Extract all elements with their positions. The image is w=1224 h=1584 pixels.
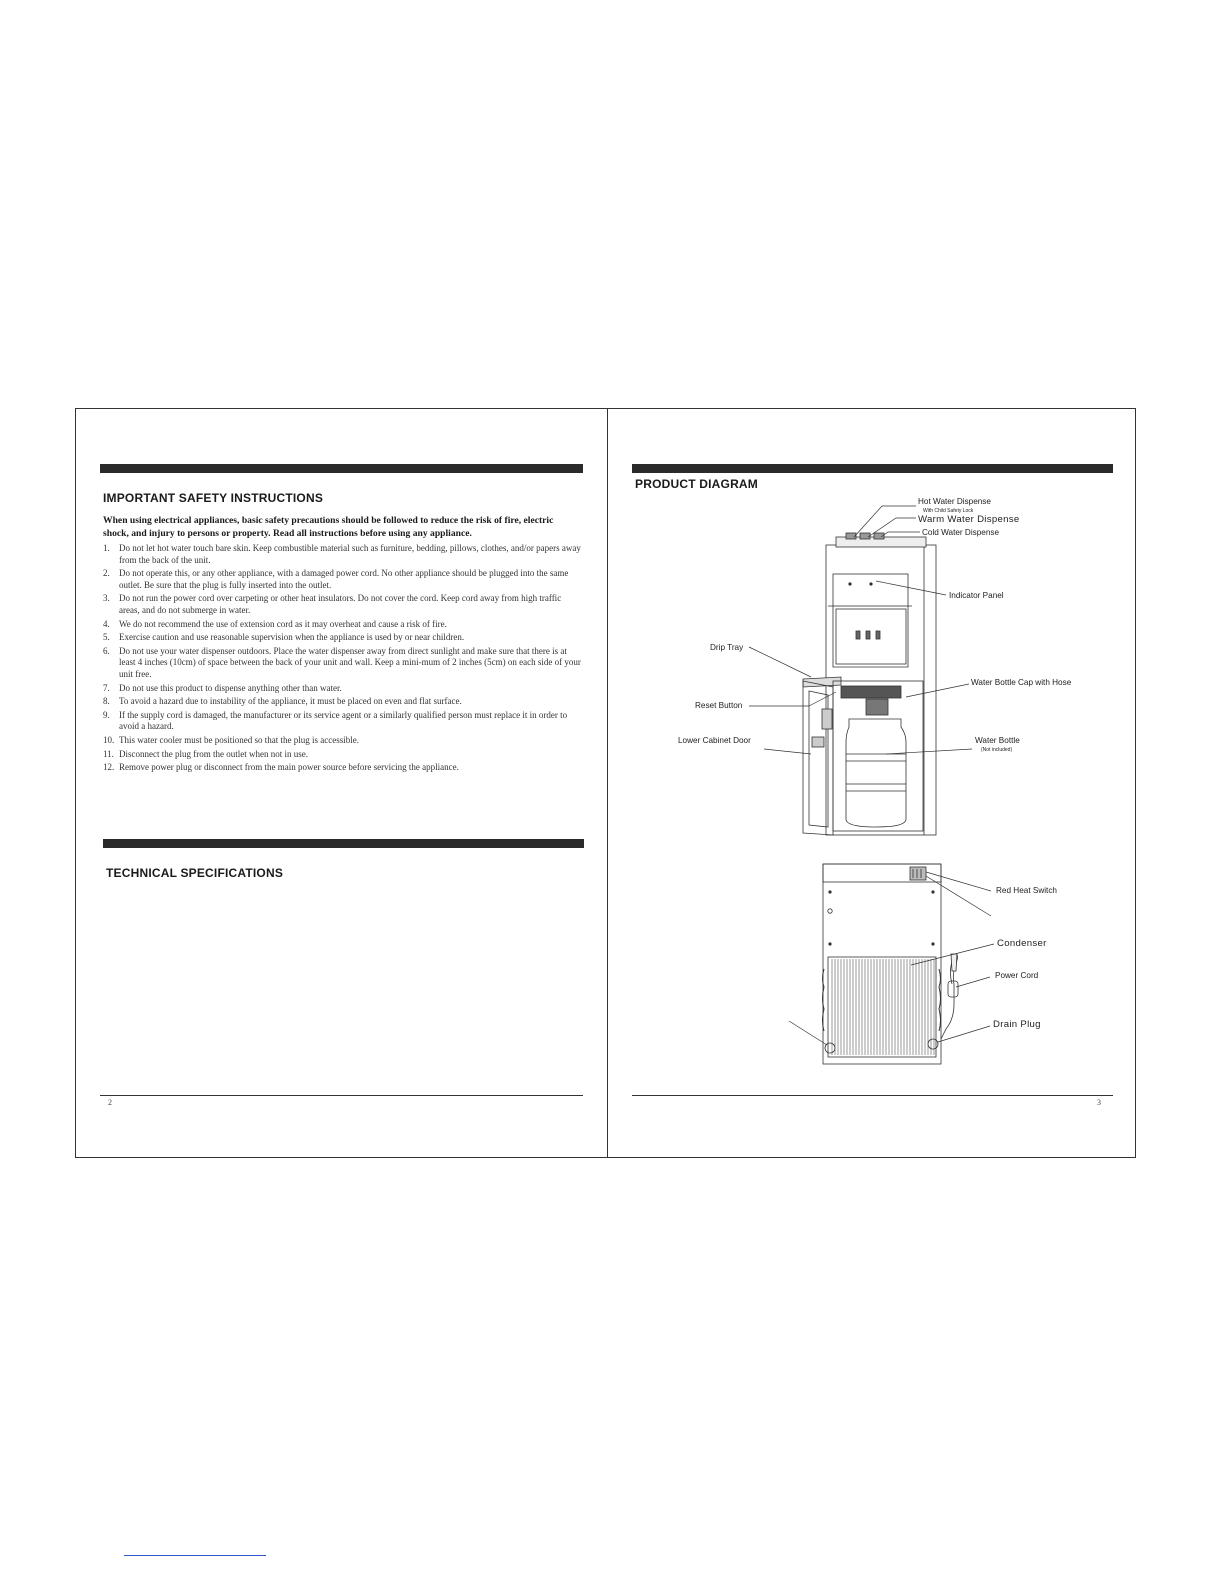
tech-specs-title: TECHNICAL SPECIFICATIONS bbox=[106, 866, 284, 880]
label-water-bottle: Water Bottle bbox=[975, 736, 1020, 745]
safety-title: IMPORTANT SAFETY INSTRUCTIONS bbox=[103, 491, 324, 505]
safety-item-text: Exercise caution and use reasonable supervision when the appliance is used by or near children. bbox=[119, 632, 465, 643]
label-warm-water-dispense: Warm Water Dispense bbox=[918, 514, 1020, 525]
label-lower-cabinet-door: Lower Cabinet Door bbox=[678, 736, 751, 745]
safety-item-text: Disconnect the plug from the outlet when not in use. bbox=[119, 748, 308, 759]
label-drip-tray: Drip Tray bbox=[710, 643, 744, 652]
left-page-number: 2 bbox=[108, 1098, 112, 1107]
safety-item-text: Do not operate this, or any other appliance, with a damaged power cord. No other appliance should be plugged into the same outlet. Be sure that the plug is fully inserted into the outlet. bbox=[119, 568, 569, 590]
safety-intro: When using electrical appliances, basic safety precautions should be followed to reduce the risk of fire, electric shock, and injury to persons or property. Read all instructions before using any appliance. bbox=[103, 515, 554, 539]
right-page-number: 3 bbox=[1097, 1098, 1101, 1107]
safety-item-number: 1. bbox=[103, 543, 110, 553]
diagram-title: PRODUCT DIAGRAM bbox=[635, 477, 758, 491]
safety-item-text: Do not use your water dispenser outdoors. Place the water dispenser away from direct sunlight and make sure that there is at least 4 inches (10cm) of space between the back of your unit and wall. Keep a mini-mum of 2 inches (5cm) on each side of your unit free. bbox=[119, 645, 581, 679]
safety-item-number: 12. bbox=[103, 762, 115, 773]
safety-item-text: This water cooler must be positioned so that the plug is accessible. bbox=[119, 734, 359, 745]
hyperlink-underline[interactable] bbox=[124, 1555, 266, 1556]
safety-item-number: 6. bbox=[103, 645, 110, 656]
label-red-heat-switch: Red Heat Switch bbox=[996, 886, 1057, 895]
safety-item-text: Do not run the power cord over carpeting or other heat insulators. Do not cover the cord. Keep cord away from high traffic areas, and do not submerge in water. bbox=[119, 593, 562, 615]
label-child-safety-lock: With Child Safety Lock bbox=[923, 508, 974, 514]
safety-item-number: 10. bbox=[103, 734, 115, 745]
safety-item-number: 4. bbox=[103, 618, 110, 629]
label-drain-plug: Drain Plug bbox=[993, 1019, 1041, 1030]
label-water-bottle-cap: Water Bottle Cap with Hose bbox=[971, 678, 1072, 687]
label-cold-water-dispense: Cold Water Dispense bbox=[922, 528, 1000, 537]
safety-item-number: 2. bbox=[103, 568, 110, 579]
label-indicator-panel: Indicator Panel bbox=[949, 591, 1004, 600]
safety-item-number: 11. bbox=[103, 748, 114, 759]
safety-item-text: Do not let hot water touch bare skin. Keep combustible material such as furniture, bedding, pillows, clothes, and/or papers away from the back of the unit. bbox=[119, 543, 581, 565]
label-condenser: Condenser bbox=[997, 938, 1047, 949]
safety-item-number: 5. bbox=[103, 632, 110, 643]
right-footer-rule bbox=[632, 1095, 1113, 1096]
manual-spread bbox=[75, 408, 1136, 1158]
safety-item-text: We do not recommend the use of extension cord as it may overheat and cause a risk of fire. bbox=[119, 618, 447, 629]
safety-item-number: 7. bbox=[103, 682, 110, 693]
label-reset-button: Reset Button bbox=[695, 701, 743, 710]
safety-item-number: 9. bbox=[103, 709, 110, 720]
safety-item-text: To avoid a hazard due to instability of the appliance, it must be placed on even and flat surface. bbox=[119, 696, 462, 707]
safety-item-number: 8. bbox=[103, 696, 110, 707]
label-power-cord: Power Cord bbox=[995, 971, 1039, 980]
safety-item-text: Do not use this product to dispense anything other than water. bbox=[119, 682, 342, 693]
safety-item-text: If the supply cord is damaged, the manufacturer or its service agent or a similarly qualified person must replace it in order to avoid a hazard. bbox=[119, 709, 568, 732]
safety-item-text: Remove power plug or disconnect from the main power source before servicing the appliance. bbox=[119, 762, 459, 773]
label-hot-water-dispense: Hot Water Dispense bbox=[918, 497, 991, 506]
label-not-included: (Not included) bbox=[981, 747, 1013, 753]
safety-item-number: 3. bbox=[103, 593, 110, 604]
